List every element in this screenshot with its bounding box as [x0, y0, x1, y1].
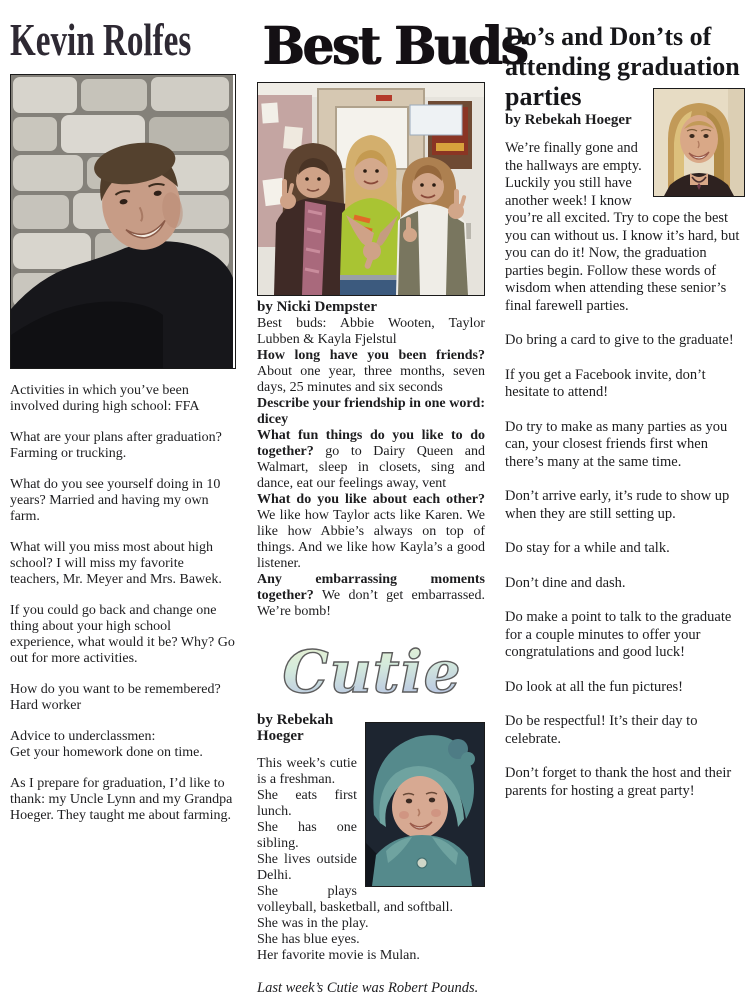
dos-donts-body	[505, 140, 745, 800]
cutie-byline: by Rebekah Hoeger	[257, 712, 334, 744]
baby-cutie-photo	[365, 722, 485, 887]
qa-answer: About one year, three months, seven days, 25 minutes and six seconds	[257, 364, 485, 395]
cutie-fact: She has blue eyes.	[257, 932, 360, 947]
baby-photo-illustration	[366, 723, 484, 886]
qa-question: What fun things do you like to do together?	[257, 428, 485, 459]
cutie-body	[257, 712, 485, 997]
headshot-illustration	[654, 89, 744, 196]
kevin-paragraph: What will you miss most about high school? I will miss my favorite teachers, Mr. Meyer and Mrs. Bawek.	[10, 540, 222, 587]
kevin-paragraph: As I prepare for graduation, I’d like to thank: my Uncle Lynn and my Grandpa Hoeger. They taught me about farming.	[10, 776, 233, 823]
dos-donts-paragraph: Don’t arrive early, it’s rude to show up when they are still setting up.	[505, 488, 730, 522]
kevin-photo-illustration	[11, 75, 233, 368]
dos-donts-paragraph: Don’t dine and dash.	[505, 574, 626, 591]
cutie-fact: She was in the play.	[257, 916, 369, 931]
kevin-paragraph: What do you see yourself doing in 10 years? Married and having my own farm.	[10, 477, 221, 524]
cutie-footer-note: Last week’s Cutie was Robert Pounds.	[257, 980, 479, 996]
qa-answer: We like how Taylor acts like Karen. We like how Abbie’s always on top of things. And we like how Kayla’s a good listener.	[257, 508, 485, 571]
dos-donts-paragraph: Do make a point to talk to the graduate for a couple minutes to offer your congratulations and good luck!	[505, 609, 732, 660]
dos-donts-article	[505, 22, 745, 817]
best-buds-qa-list	[257, 348, 485, 620]
dos-donts-paragraph: Don’t forget to thank the host and their parents for hosting a great party!	[505, 765, 732, 799]
dos-donts-paragraph: Do bring a card to give to the graduate!	[505, 332, 734, 348]
best-buds-article	[257, 16, 527, 997]
kevin-paragraph: Advice to underclassmen: Get your homework done on time.	[10, 729, 203, 760]
qa-question: Describe your friendship in one word: dicey	[257, 396, 485, 427]
qa-answer: go to Dairy Queen and Walmart, sleep in closets, sing and dance, eat our feelings away, vent	[257, 444, 485, 491]
cutie-fact: She plays volleyball, basketball, and softball.	[257, 884, 453, 915]
best-buds-title: Best Buds	[262, 16, 527, 77]
kevin-rolfes-title: Kevin Rolfes	[10, 14, 192, 65]
best-buds-intro: Best buds: Abbie Wooten, Taylor Lubben & Kayla Fjelstul	[257, 316, 485, 347]
cutie-section	[257, 636, 485, 997]
dos-donts-paragraph: We’re finally gone and the hallways are empty. Luckily you still have another week! I know you’re all excited. Try to cope the best you can without us. I know it’s hard, but you can do it! Now, the graduation parties begin. Follow these words of wisdom when attending these senior’s final farewell parties.	[505, 140, 740, 314]
dos-donts-paragraph: Do stay for a while and talk.	[505, 540, 670, 556]
kevin-paragraph: If you could go back and change one thing about your high school experience, what would it be? Why? Go out for more activities.	[10, 603, 235, 666]
best-buds-photo	[257, 82, 485, 296]
rebekah-hoeger-headshot	[653, 88, 745, 197]
dos-donts-title-line: Do’s and Don’ts of	[505, 22, 712, 51]
qa-item	[257, 396, 485, 428]
cutie-fact: She eats first lunch.	[257, 788, 357, 819]
dos-donts-paragraph: Do be respectful! It’s their day to celebrate.	[505, 713, 698, 747]
kevin-paragraph: Activities in which you’ve been involved during high school: FFA	[10, 383, 200, 414]
dos-donts-title-line: parties	[505, 82, 582, 111]
kevin-qa-text	[10, 383, 236, 824]
dos-donts-paragraph: If you get a Facebook invite, don’t hesitate to attend!	[505, 366, 706, 400]
best-buds-byline: by Nicki Dempster	[257, 299, 377, 315]
dos-donts-paragraph: Do look at all the fun pictures!	[505, 678, 683, 695]
qa-question: What do you like about each other?	[257, 492, 485, 507]
qa-item	[257, 428, 485, 492]
svg-text:Cutie: Cutie	[282, 638, 462, 706]
qa-question: Any embarrassing moments together?	[257, 572, 485, 603]
dos-donts-title-line: attending graduation	[505, 52, 740, 81]
best-buds-photo-illustration	[258, 83, 484, 295]
kevin-paragraph: How do you want to be remembered? Hard worker	[10, 682, 221, 713]
cutie-fact: She lives outside Delhi.	[257, 852, 357, 883]
cutie-fact: This week’s cutie is a freshman.	[257, 756, 357, 787]
cutie-wordart-title	[257, 636, 487, 708]
kevin-paragraph: What are your plans after graduation? Farming or trucking.	[10, 430, 222, 461]
dos-donts-byline: by Rebekah Hoeger	[505, 112, 632, 128]
kevin-rolfes-article	[10, 14, 236, 839]
dos-donts-paragraph: Do try to make as many parties as you can, your closest friends first when there’s many at the same time.	[505, 418, 728, 470]
qa-question: How long have you been friends?	[257, 348, 485, 363]
qa-item	[257, 348, 485, 396]
cutie-fact: Her favorite movie is Mulan.	[257, 948, 420, 963]
qa-answer: We don’t get embarrassed. We’re bomb!	[257, 588, 485, 619]
kevin-rolfes-photo	[10, 74, 236, 369]
cutie-fact: She has one sibling.	[257, 820, 357, 851]
qa-item	[257, 572, 485, 620]
qa-item	[257, 492, 485, 572]
